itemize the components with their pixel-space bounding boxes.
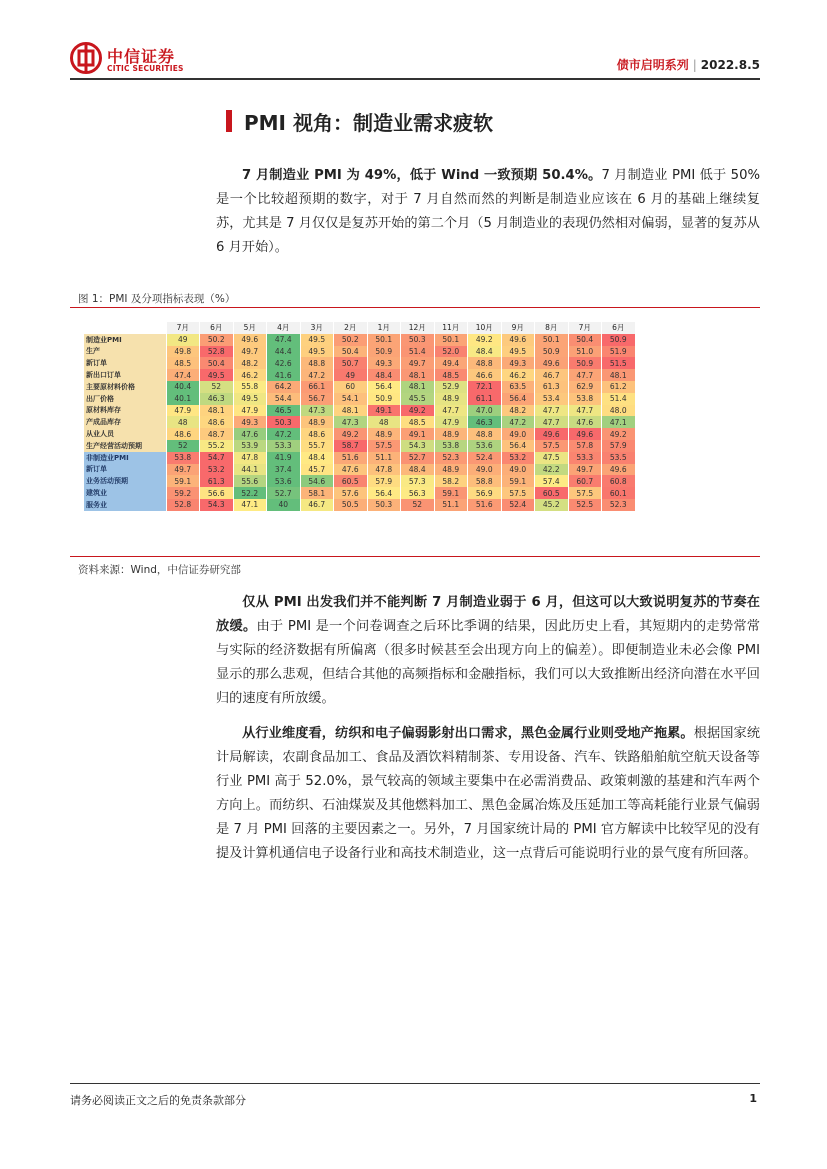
table-cell: 57.5 — [367, 440, 401, 452]
table-cell: 72.1 — [468, 381, 502, 393]
table-row — [84, 334, 635, 346]
row-label: 非制造业PMI — [84, 452, 166, 464]
row-label: 新订单 — [84, 357, 166, 369]
table-cell: 54.3 — [200, 499, 234, 511]
table-cell: 53.8 — [434, 440, 468, 452]
table-cell: 47.1 — [602, 416, 636, 428]
table-cell: 50.2 — [200, 334, 234, 346]
table-cell: 66.1 — [300, 381, 334, 393]
table-cell: 49.5 — [300, 334, 334, 346]
row-label: 业务活动预期 — [84, 475, 166, 487]
table-cell: 49.7 — [166, 464, 200, 476]
table-cell: 60.7 — [568, 475, 602, 487]
column-header: 12月 — [401, 322, 435, 334]
table-cell: 53.5 — [602, 452, 636, 464]
table-cell: 44.4 — [267, 346, 301, 358]
table-cell: 51.1 — [434, 499, 468, 511]
table-cell: 48.4 — [300, 452, 334, 464]
table-cell: 49.8 — [166, 346, 200, 358]
paragraph-1-body: 7 月制造业 PMI 低于 50%是一个比较超预期的数字，对于 7 月自然而然的判断是制造业应该在 6 月的基础上继续复苏，尤其是 7 月仅仅是复苏开始的第二个月（5 月制造业的表现仍然相对偏弱，显著的复苏从 6 月开始）。 — [216, 168, 760, 255]
table-cell: 37.4 — [267, 464, 301, 476]
row-label: 出厂价格 — [84, 393, 166, 405]
table-cell: 45.7 — [300, 464, 334, 476]
table-cell: 52.8 — [200, 346, 234, 358]
table-cell: 50.5 — [334, 499, 368, 511]
table-cell: 52.8 — [166, 499, 200, 511]
header-divider — [70, 78, 760, 80]
table-cell: 62.9 — [568, 381, 602, 393]
table-cell: 54.3 — [401, 440, 435, 452]
table-cell: 49.2 — [334, 428, 368, 440]
table-cell: 50.9 — [367, 393, 401, 405]
table-cell: 51.4 — [602, 393, 636, 405]
logo-text-cn: 中信证券 — [107, 47, 176, 66]
paragraph-2-body: 由于 PMI 是一个问卷调查之后环比季调的结果，因此历史上看，其短期内的走势常常与实际的经济数据有所偏离（很多时候甚至会出现方向上的偏差）。即便制造业未必会像 PMI 显示的那么悲观，但结合其他的高频指标和金融指标，我们可以大致推断出经济向潜在水平回归的速度有所放缓。 — [216, 619, 760, 706]
table-row — [84, 464, 635, 476]
column-header: 7月 — [166, 322, 200, 334]
column-header: 4月 — [267, 322, 301, 334]
table-cell: 50.9 — [568, 357, 602, 369]
table-cell: 48.7 — [200, 428, 234, 440]
table-cell: 47.7 — [568, 369, 602, 381]
table-cell: 60.1 — [602, 487, 636, 499]
table-cell: 49.0 — [501, 464, 535, 476]
table-cell: 57.4 — [535, 475, 569, 487]
title-marker — [226, 110, 232, 132]
table-cell: 60 — [334, 381, 368, 393]
table-cell: 48.9 — [300, 416, 334, 428]
table-cell: 55.8 — [233, 381, 267, 393]
table-cell: 53.9 — [233, 440, 267, 452]
table-cell: 48.4 — [367, 369, 401, 381]
table-cell: 57.9 — [602, 440, 636, 452]
table-cell: 41.6 — [267, 369, 301, 381]
table-cell: 52.9 — [434, 381, 468, 393]
table-cell: 48 — [166, 416, 200, 428]
table-cell: 57.3 — [401, 475, 435, 487]
table-cell: 45.2 — [535, 499, 569, 511]
table-cell: 57.6 — [334, 487, 368, 499]
table-row — [84, 346, 635, 358]
table-row — [84, 393, 635, 405]
table-cell: 49.6 — [568, 428, 602, 440]
table-row — [84, 440, 635, 452]
table-cell: 49.6 — [535, 428, 569, 440]
table-cell: 47.8 — [233, 452, 267, 464]
table-cell: 49.6 — [501, 334, 535, 346]
table-cell: 63.5 — [501, 381, 535, 393]
table-cell: 59.2 — [166, 487, 200, 499]
table-cell: 47.3 — [334, 416, 368, 428]
table-cell: 50.9 — [535, 346, 569, 358]
table-cell: 52.3 — [602, 499, 636, 511]
table-cell: 52.2 — [233, 487, 267, 499]
table-cell: 50.3 — [267, 416, 301, 428]
section-title — [226, 108, 493, 134]
column-header: 9月 — [501, 322, 535, 334]
logo-text-en: CITIC SECURITIES — [107, 64, 184, 73]
paragraph-3-body: 根据国家统计局解读，农副食品加工、食品及酒饮料精制茶、专用设备、汽车、铁路船舶航空航天设备等行业 PMI 高于 52.0%，景气较高的领域主要集中在必需消费品、政策刺激的基建和汽车两个方向上。而纺织、石油煤炭及其他燃料加工、黑色金属冶炼及压延加工等高耗能行业景气偏弱是 7 月 PMI 回落的主要因素之一。另外，7 月国家统计局的 PMI 官方解读中比较罕见的没有提及计算机通信电子设备行业和高技术制造业，这一点背后可能说明行业的景气度有所回落。 — [216, 726, 761, 861]
table-cell: 48.1 — [401, 369, 435, 381]
row-label: 制造业PMI — [84, 334, 166, 346]
table-cell: 49.2 — [602, 428, 636, 440]
paragraph-2 — [216, 591, 760, 711]
table-cell: 56.6 — [200, 487, 234, 499]
table-cell: 58.2 — [434, 475, 468, 487]
table-row — [84, 499, 635, 511]
report-date: 2022.8.5 — [700, 58, 760, 72]
table-cell: 53.6 — [267, 475, 301, 487]
table-cell: 49.1 — [401, 428, 435, 440]
table-cell: 48.1 — [200, 405, 234, 417]
table-cell: 45.5 — [401, 393, 435, 405]
table-cell: 52.5 — [568, 499, 602, 511]
table-cell: 64.2 — [267, 381, 301, 393]
table-cell: 47.4 — [267, 334, 301, 346]
citic-logo — [70, 42, 220, 76]
table-cell: 47.7 — [535, 416, 569, 428]
table-cell: 48.6 — [300, 428, 334, 440]
table-cell: 49.7 — [401, 357, 435, 369]
table-cell: 52.4 — [468, 452, 502, 464]
table-cell: 50.4 — [200, 357, 234, 369]
table-cell: 48.5 — [434, 369, 468, 381]
table-cell: 52 — [200, 381, 234, 393]
table-cell: 56.7 — [300, 393, 334, 405]
table-cell: 49 — [334, 369, 368, 381]
table-cell: 40 — [267, 499, 301, 511]
table-cell: 53.3 — [568, 452, 602, 464]
table-cell: 48.8 — [300, 357, 334, 369]
table-cell: 57.5 — [501, 487, 535, 499]
table-cell: 51.6 — [334, 452, 368, 464]
table-cell: 58.7 — [334, 440, 368, 452]
table-cell: 49.4 — [434, 357, 468, 369]
table-row — [84, 405, 635, 417]
table-cell: 56.4 — [367, 381, 401, 393]
table-cell: 48.9 — [367, 428, 401, 440]
table-cell: 48.2 — [233, 357, 267, 369]
table-cell: 50.9 — [367, 346, 401, 358]
table-cell: 57.5 — [568, 487, 602, 499]
table-cell: 61.2 — [602, 381, 636, 393]
table-cell: 50.4 — [334, 346, 368, 358]
table-cell: 48 — [367, 416, 401, 428]
table-cell: 49.2 — [401, 405, 435, 417]
table-cell: 49.5 — [200, 369, 234, 381]
footer-divider — [70, 1083, 760, 1084]
figure-source: 资料来源：Wind，中信证券研究部 — [78, 564, 241, 576]
table-cell: 48.8 — [468, 357, 502, 369]
table-cell: 50.2 — [334, 334, 368, 346]
table-cell: 55.6 — [233, 475, 267, 487]
citic-logo-icon — [70, 42, 102, 74]
table-cell: 54.1 — [334, 393, 368, 405]
table-cell: 53.4 — [535, 393, 569, 405]
table-cell: 60.5 — [334, 475, 368, 487]
figure-top-rule — [70, 307, 760, 308]
table-row — [84, 475, 635, 487]
table-cell: 47.6 — [233, 428, 267, 440]
table-cell: 50.1 — [434, 334, 468, 346]
paragraph-3-lead: 从行业维度看，纺织和电子偏弱影射出口需求，黑色金属行业则受地产拖累。 — [242, 726, 694, 741]
footer-disclaimer: 请务必阅读正文之后的免责条款部分 — [70, 1094, 246, 1107]
row-label: 主要原材料价格 — [84, 381, 166, 393]
table-cell: 47.7 — [434, 405, 468, 417]
table-corner — [84, 322, 166, 334]
row-label: 生产经营活动预期 — [84, 440, 166, 452]
figure-caption: 图 1：PMI 及分项指标表现（%） — [78, 293, 236, 305]
table-cell: 48.4 — [468, 346, 502, 358]
page-header — [70, 40, 760, 78]
table-cell: 56.9 — [468, 487, 502, 499]
table-cell: 52 — [401, 499, 435, 511]
table-row — [84, 357, 635, 369]
table-cell: 51.9 — [602, 346, 636, 358]
table-cell: 47.9 — [233, 405, 267, 417]
column-header: 10月 — [468, 322, 502, 334]
table-cell: 46.2 — [501, 369, 535, 381]
table-cell: 53.2 — [200, 464, 234, 476]
table-cell: 52.7 — [401, 452, 435, 464]
report-series: 债市启明系列 — [616, 58, 689, 72]
column-header: 2月 — [334, 322, 368, 334]
table-cell: 58.1 — [300, 487, 334, 499]
table-cell: 55.7 — [300, 440, 334, 452]
figure-bottom-rule — [70, 556, 760, 557]
table-cell: 47.4 — [166, 369, 200, 381]
table-cell: 40.1 — [166, 393, 200, 405]
table-cell: 48.1 — [401, 381, 435, 393]
table-cell: 47.8 — [367, 464, 401, 476]
table-cell: 48.2 — [501, 405, 535, 417]
table-cell: 52.3 — [434, 452, 468, 464]
table-cell: 46.6 — [468, 369, 502, 381]
table-cell: 50.3 — [367, 499, 401, 511]
table-cell: 59.1 — [166, 475, 200, 487]
table-row — [84, 428, 635, 440]
column-header: 6月 — [602, 322, 636, 334]
table-cell: 47.2 — [300, 369, 334, 381]
table-cell: 52.0 — [434, 346, 468, 358]
table-cell: 48.5 — [166, 357, 200, 369]
table-cell: 57.5 — [535, 440, 569, 452]
row-label: 服务业 — [84, 499, 166, 511]
paragraph-3 — [216, 722, 760, 866]
column-header: 7月 — [568, 322, 602, 334]
table-cell: 50.7 — [334, 357, 368, 369]
table-cell: 49.2 — [468, 334, 502, 346]
table-cell: 52 — [166, 440, 200, 452]
table-cell: 47.0 — [468, 405, 502, 417]
table-cell: 47.2 — [501, 416, 535, 428]
table-cell: 54.4 — [267, 393, 301, 405]
table-cell: 53.3 — [267, 440, 301, 452]
table-row — [84, 452, 635, 464]
table-cell: 48.4 — [401, 464, 435, 476]
column-header: 11月 — [434, 322, 468, 334]
paragraph-1-lead: 7 月制造业 PMI 为 49%，低于 Wind 一致预期 50.4%。 — [242, 168, 602, 183]
table-cell: 49 — [166, 334, 200, 346]
table-cell: 48.6 — [200, 416, 234, 428]
table-cell: 50.4 — [568, 334, 602, 346]
table-cell: 60.5 — [535, 487, 569, 499]
table-cell: 53.8 — [166, 452, 200, 464]
table-cell: 42.2 — [535, 464, 569, 476]
table-cell: 55.2 — [200, 440, 234, 452]
table-cell: 56.4 — [501, 393, 535, 405]
row-label: 原材料库存 — [84, 405, 166, 417]
table-cell: 48.8 — [468, 428, 502, 440]
table-cell: 48.5 — [401, 416, 435, 428]
table-cell: 47.5 — [535, 452, 569, 464]
table-cell: 51.6 — [468, 499, 502, 511]
table-cell: 58.8 — [468, 475, 502, 487]
table-cell: 49.6 — [233, 334, 267, 346]
table-cell: 44.1 — [233, 464, 267, 476]
table-cell: 49.5 — [300, 346, 334, 358]
table-cell: 48.9 — [434, 393, 468, 405]
table-cell: 46.3 — [468, 416, 502, 428]
table-cell: 47.7 — [568, 405, 602, 417]
table-cell: 48.0 — [602, 405, 636, 417]
table-cell: 47.9 — [166, 405, 200, 417]
table-cell: 42.6 — [267, 357, 301, 369]
table-cell: 56.4 — [501, 440, 535, 452]
table-cell: 41.9 — [267, 452, 301, 464]
table-cell: 50.1 — [367, 334, 401, 346]
column-header: 5月 — [233, 322, 267, 334]
table-cell: 53.2 — [501, 452, 535, 464]
table-cell: 47.3 — [300, 405, 334, 417]
table-cell: 49.3 — [501, 357, 535, 369]
table-row — [84, 487, 635, 499]
table-cell: 47.6 — [568, 416, 602, 428]
table-cell: 52.4 — [501, 499, 535, 511]
table-cell: 53.6 — [468, 440, 502, 452]
table-cell: 49.0 — [501, 428, 535, 440]
paragraph-1 — [216, 164, 760, 260]
table-header-row — [84, 322, 635, 334]
row-label: 从业人员 — [84, 428, 166, 440]
table-cell: 49.7 — [233, 346, 267, 358]
table-cell: 48.9 — [434, 464, 468, 476]
table-cell: 49.3 — [367, 357, 401, 369]
table-cell: 56.4 — [367, 487, 401, 499]
table-cell: 51.4 — [401, 346, 435, 358]
table-cell: 50.9 — [602, 334, 636, 346]
column-header: 1月 — [367, 322, 401, 334]
table-cell: 46.2 — [233, 369, 267, 381]
table-cell: 51.0 — [568, 346, 602, 358]
header-separator: | — [692, 58, 697, 72]
row-label: 建筑业 — [84, 487, 166, 499]
column-header: 3月 — [300, 322, 334, 334]
table-cell: 54.7 — [200, 452, 234, 464]
table-cell: 61.1 — [468, 393, 502, 405]
table-cell: 49.5 — [233, 393, 267, 405]
table-cell: 59.1 — [501, 475, 535, 487]
table-cell: 46.5 — [267, 405, 301, 417]
table-cell: 51.5 — [602, 357, 636, 369]
pmi-heatmap-table — [84, 322, 636, 511]
table-cell: 61.3 — [535, 381, 569, 393]
table-cell: 49.1 — [367, 405, 401, 417]
table-cell: 46.7 — [535, 369, 569, 381]
table-cell: 60.8 — [602, 475, 636, 487]
table-cell: 59.1 — [434, 487, 468, 499]
page-number: 1 — [749, 1092, 757, 1105]
table-cell: 52.7 — [267, 487, 301, 499]
table-cell: 47.6 — [334, 464, 368, 476]
table-cell: 40.4 — [166, 381, 200, 393]
table-cell: 46.3 — [200, 393, 234, 405]
section-title-text: PMI 视角：制造业需求疲软 — [244, 110, 493, 135]
table-row — [84, 369, 635, 381]
table-row — [84, 381, 635, 393]
table-cell: 47.1 — [233, 499, 267, 511]
table-cell: 49.7 — [568, 464, 602, 476]
row-label: 新订单 — [84, 464, 166, 476]
table-cell: 48.6 — [166, 428, 200, 440]
header-meta — [617, 56, 760, 73]
table-cell: 49.6 — [602, 464, 636, 476]
table-cell: 46.7 — [300, 499, 334, 511]
table-cell: 48.1 — [602, 369, 636, 381]
table-cell: 49.0 — [468, 464, 502, 476]
table-cell: 48.9 — [434, 428, 468, 440]
table-cell: 49.6 — [535, 357, 569, 369]
table-cell: 47.2 — [267, 428, 301, 440]
row-label: 新出口订单 — [84, 369, 166, 381]
table-cell: 49.5 — [501, 346, 535, 358]
table-cell: 48.1 — [334, 405, 368, 417]
table-cell: 54.6 — [300, 475, 334, 487]
table-cell: 57.9 — [367, 475, 401, 487]
table-row — [84, 416, 635, 428]
table-cell: 56.3 — [401, 487, 435, 499]
table-cell: 61.3 — [200, 475, 234, 487]
table-cell: 49.3 — [233, 416, 267, 428]
table-cell: 51.1 — [367, 452, 401, 464]
table-cell: 50.3 — [401, 334, 435, 346]
table-cell: 47.7 — [535, 405, 569, 417]
row-label: 生产 — [84, 346, 166, 358]
table-cell: 53.8 — [568, 393, 602, 405]
row-label: 产成品库存 — [84, 416, 166, 428]
column-header: 6月 — [200, 322, 234, 334]
paragraph-2-lead: 仅从 PMI 出发我们并不能判断 7 月制造业弱于 6 月，但这可以大致说明复苏的节奏在放缓。 — [216, 595, 760, 634]
table-cell: 47.9 — [434, 416, 468, 428]
table-cell: 57.8 — [568, 440, 602, 452]
table-cell: 50.1 — [535, 334, 569, 346]
column-header: 8月 — [535, 322, 569, 334]
